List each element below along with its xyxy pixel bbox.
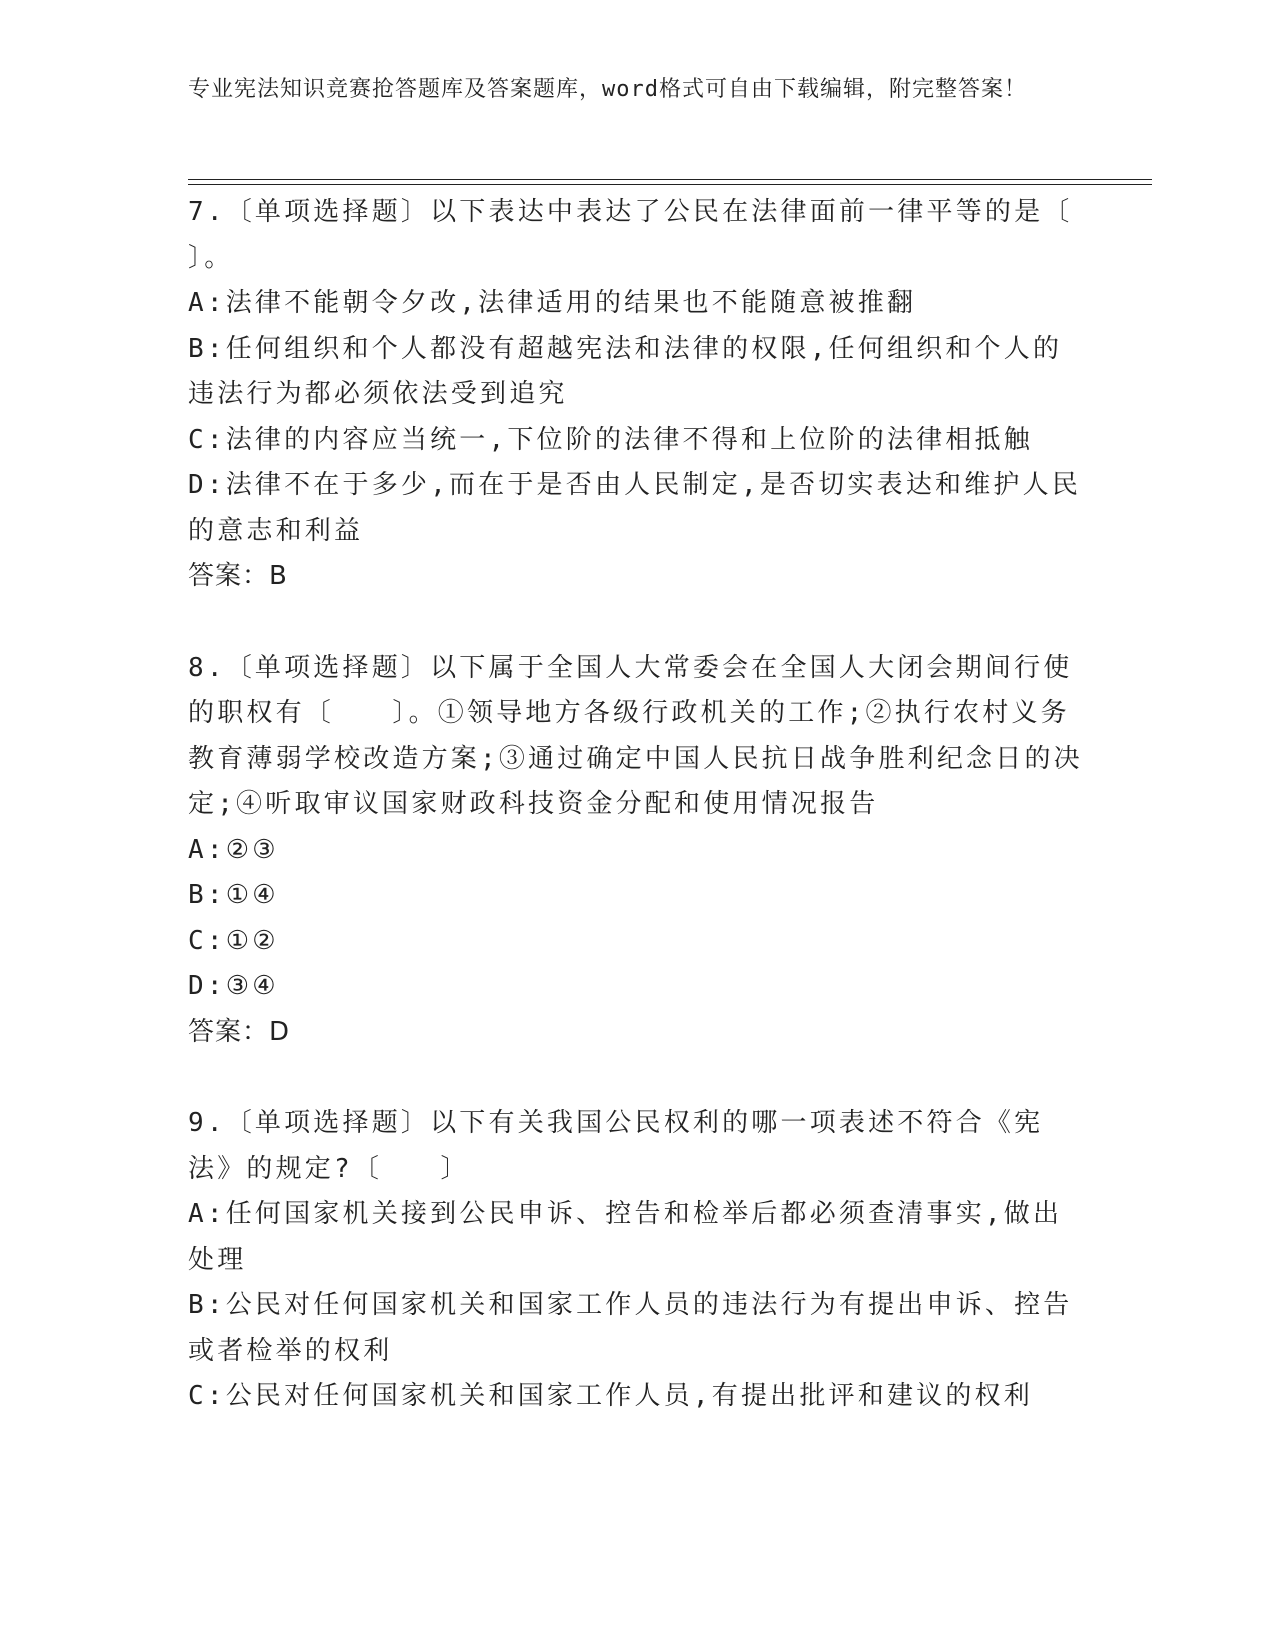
question-answer: 答案：B (188, 561, 288, 591)
document-header: 专业宪法知识竞赛抢答题库及答案题库，word格式可自由下载编辑，附完整答案！ (188, 77, 1027, 102)
question-stem: 7.〔单项选择题〕以下表达中表达了公民在法律面前一律平等的是〔 〕。 (188, 197, 1073, 273)
question-option: B:①④ (188, 880, 279, 910)
question-option: A:②③ (188, 834, 279, 865)
question-option: B:公民对任何国家机关和国家工作人员的违法行为有提出申诉、控告或者检举的权利 (188, 1290, 1073, 1366)
question-option: C:公民对任何国家机关和国家工作人员,有提出批评和建议的权利 (188, 1381, 1033, 1411)
question-stem: 9.〔单项选择题〕以下有关我国公民权利的哪一项表述不符合《宪法》的规定?〔 〕 (188, 1108, 1044, 1184)
question-option: C:法律的内容应当统一,下位阶的法律不得和上位阶的法律相抵触 (188, 424, 1033, 455)
header-divider-top (188, 179, 1152, 180)
question-item (188, 646, 1088, 1056)
question-list (188, 190, 1088, 1466)
question-stem: 8.〔单项选择题〕以下属于全国人大常委会在全国人大闭会期间行使的职权有〔 〕。①领导地方各级行政机关的工作;②执行农村义务教育薄弱学校改造方案;③通过确定中国人民抗日战争胜利纪念日的决定;④听取审议国家财政科技资金分配和使用情况报告 (188, 652, 1083, 819)
question-item (188, 1101, 1088, 1420)
question-option: D:③④ (188, 971, 279, 1001)
question-option: B:任何组织和个人都没有超越宪法和法律的权限,任何组织和个人的违法行为都必须依法受到追究 (188, 333, 1063, 409)
question-option: C:①② (188, 925, 279, 956)
question-option: A:任何国家机关接到公民申诉、控告和检举后都必须查清事实,做出处理 (188, 1199, 1063, 1275)
question-item (188, 190, 1088, 600)
question-answer: 答案：D (188, 1016, 291, 1047)
header-divider-bottom (188, 184, 1152, 185)
question-option: A:法律不能朝令夕改,法律适用的结果也不能随意被推翻 (188, 288, 917, 318)
question-option: D:法律不在于多少,而在于是否由人民制定,是否切实表达和维护人民的意志和利益 (188, 470, 1082, 546)
